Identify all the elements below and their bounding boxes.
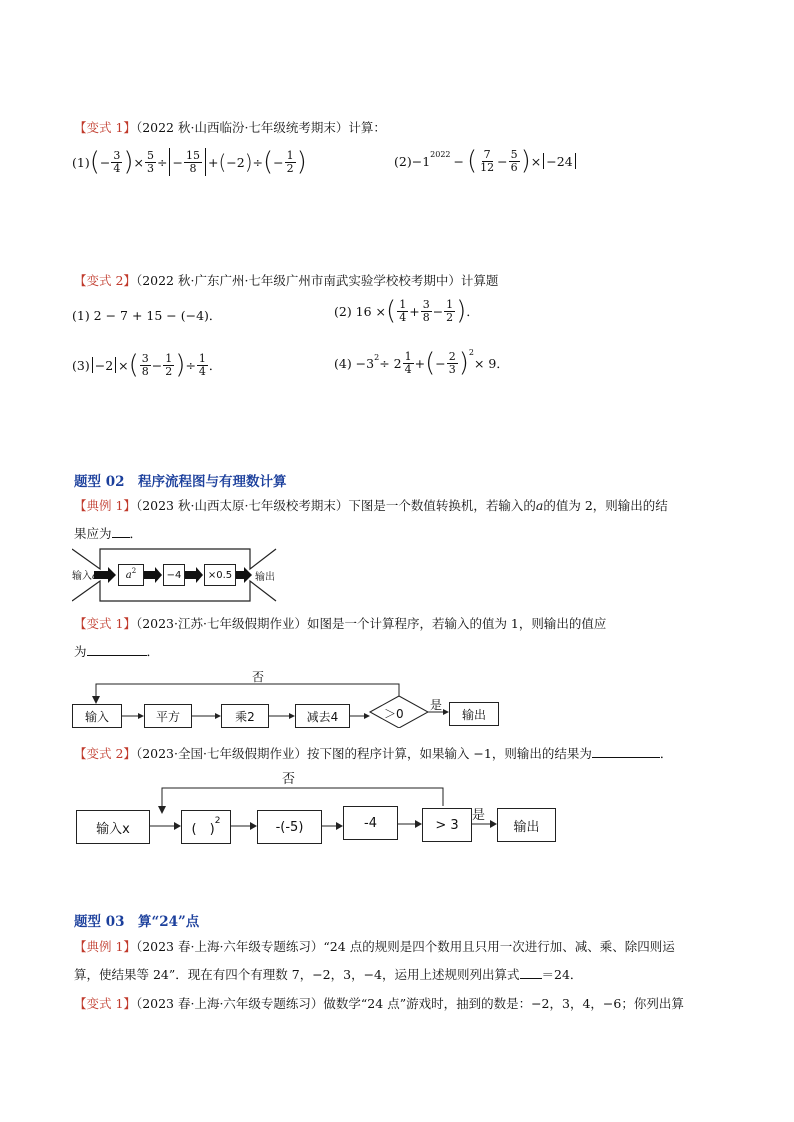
minus-sign: −	[273, 154, 284, 170]
answer-blank	[87, 655, 147, 656]
expression-2-1: (1) 2 − 7 + 15 − (−4)．	[72, 308, 222, 323]
variant-2-header	[74, 271, 498, 289]
fraction: $\frac{3}{4}$	[113, 148, 121, 175]
fraction: $\frac{5}{3}$	[147, 148, 154, 175]
abs-bar	[115, 357, 116, 373]
fraction: $\frac{15}{8}$	[185, 148, 200, 175]
fraction: $\frac{2}{3}$	[448, 349, 456, 376]
divide-part: ÷ 2	[379, 355, 402, 371]
plus-sign: +	[409, 303, 420, 319]
exponent: 2	[374, 352, 380, 362]
minus-sign: −	[99, 154, 111, 170]
expression-2-2	[334, 298, 479, 324]
abs-bar	[575, 153, 576, 169]
left-paren: (	[89, 147, 100, 177]
abs-bar	[92, 357, 93, 373]
number: −24	[546, 153, 573, 169]
number: −2	[226, 154, 245, 170]
variant-1-program-text	[74, 614, 606, 632]
expression-2-3	[72, 352, 221, 378]
box-condition: > 3	[422, 808, 472, 842]
expression-1-1	[72, 148, 307, 176]
box-input: 输入	[72, 704, 122, 728]
variant-tag: 【变式 1】	[74, 616, 136, 631]
plus-sign: +	[414, 355, 426, 371]
left-paren: (	[425, 348, 436, 378]
answer-blank	[112, 537, 130, 538]
fraction: $\frac{1}{2}$	[286, 148, 294, 175]
example-24-text	[74, 937, 675, 955]
number: −1	[411, 153, 431, 169]
item-number: (3)	[72, 357, 90, 373]
fraction: $\frac{1}{4}$	[198, 351, 206, 378]
conversion-machine	[72, 547, 292, 603]
flowchart-program-2	[76, 766, 560, 846]
box-input-x: 输入x	[76, 810, 150, 844]
no-label: 否	[282, 772, 296, 787]
period: ．	[659, 746, 673, 761]
text: 果应为	[74, 526, 112, 541]
divide-sign: ÷	[157, 154, 168, 170]
example-24-line2	[74, 965, 582, 983]
abs-bar	[543, 153, 544, 169]
period: ．	[129, 526, 143, 541]
box-square: ( ) 2	[181, 810, 231, 844]
box-minus-neg5: -(-5)	[257, 810, 322, 844]
no-label: 否	[252, 670, 265, 684]
yes-label: 是	[472, 808, 486, 823]
expression-2-4	[334, 347, 509, 378]
box-output: 输出	[497, 808, 556, 842]
suffix: × 9．	[473, 356, 509, 371]
answer-blank	[592, 757, 660, 758]
abs-bar	[205, 148, 206, 176]
equals-24: ＝24．	[541, 967, 583, 982]
plus-sign: +	[207, 154, 219, 170]
variant-24-text	[74, 994, 684, 1012]
divide-sign: ÷	[185, 357, 196, 373]
period: ．	[208, 358, 222, 373]
box-square: 平方	[144, 704, 192, 728]
box-minus-4: 减去4	[295, 704, 350, 728]
text: （2023 春·上海·六年级专题练习）“24 点的规则是四个数用且只用一次进行加、减、乘、除四则运	[135, 939, 675, 954]
yes-label: 是	[430, 698, 443, 712]
variant-tag: 【变式 2】	[74, 746, 136, 761]
right-paren: )	[175, 350, 186, 380]
right-paren: )	[520, 146, 531, 176]
example-1-line2	[74, 524, 142, 542]
right-paren: )	[244, 150, 253, 174]
box-times-half: ×0.5	[204, 564, 236, 586]
period: ．	[146, 644, 160, 659]
left-paren: (	[218, 150, 227, 174]
variant-tag: 【变式 1】	[74, 120, 136, 135]
variant-source: （2022 秋·广东广州·七年级广州市南武实验学校校考期中）计算题	[135, 273, 499, 288]
box-minus-4: -4	[343, 806, 398, 840]
section-heading: 题型 02 程序流程图与有理数计算	[74, 474, 287, 490]
fraction: $\frac{1}{2}$	[446, 297, 454, 324]
fraction: $\frac{3}{8}$	[141, 351, 149, 378]
number: −2	[94, 357, 114, 373]
fraction: $\frac{1}{4}$	[399, 297, 407, 324]
item-number: (2)	[394, 153, 412, 169]
minus-sign: −	[435, 355, 446, 371]
times-sign: ×	[530, 153, 542, 169]
machine-input-label: 输入a	[72, 571, 98, 582]
example-tag: 【典例 1】	[74, 939, 136, 954]
minus-sign: −	[432, 303, 444, 319]
minus-sign: −	[151, 357, 163, 373]
fraction: $\frac{3}{8}$	[422, 297, 430, 324]
machine-output-label: 输出	[255, 572, 275, 583]
exponent: 2	[468, 347, 474, 357]
box-minus-4: −4	[163, 564, 185, 586]
text: （2023·江苏·七年级假期作业）如图是一个计算程序，若输入的值为 1，则输出的值应	[135, 616, 607, 631]
text: 为	[74, 644, 87, 659]
box-times-2: 乘2	[221, 704, 269, 728]
fraction: $\frac{1}{2}$	[165, 351, 173, 378]
item-number: (1)	[72, 154, 90, 170]
period: ．	[466, 304, 479, 319]
times-sign: ×	[133, 154, 144, 170]
example-tag: 【典例 1】	[74, 498, 136, 513]
text: （2023 秋·山西太原·七年级校考期末）下图是一个数值转换机，若输入的	[135, 498, 536, 513]
variant-1-header	[74, 118, 386, 136]
variable-a: a	[535, 498, 544, 513]
condition-label: ＞0	[384, 707, 404, 721]
box-square: a 2	[118, 564, 144, 586]
right-paren: )	[123, 147, 134, 177]
fraction: $\frac{5}{6}$	[510, 147, 518, 174]
minus-sign: −	[453, 153, 464, 169]
prefix: (4) −3	[334, 355, 375, 371]
prefix: (2) 16 ×	[334, 303, 387, 319]
text: 算，使结果等 24”．现在有四个有理数 7，−2，3，−4，运用上述规则列出算式	[74, 967, 520, 982]
variant-1-program-line2	[74, 642, 159, 660]
minus-sign: −	[497, 153, 508, 169]
fraction: $\frac{1}{4}$	[404, 349, 412, 376]
text: （2023·全国·七年级假期作业）按下图的程序计算，如果输入 −1，则输出的结果为	[135, 746, 592, 761]
fraction: $\frac{7}{12}$	[480, 147, 495, 174]
example-1-text	[74, 496, 668, 514]
box-output: 输出	[449, 702, 499, 726]
times-sign: ×	[118, 357, 129, 373]
right-paren: )	[458, 348, 469, 378]
abs-bar	[169, 148, 170, 176]
text: 的值为 2，则输出的结	[543, 498, 668, 513]
minus-sign: −	[172, 154, 183, 170]
left-paren: (	[263, 147, 274, 177]
variant-tag: 【变式 1】	[74, 996, 136, 1011]
right-paren: )	[296, 147, 307, 177]
flowchart-program-1	[72, 666, 502, 728]
variant-tag: 【变式 2】	[74, 273, 136, 288]
expression-1-2	[394, 148, 578, 174]
variant-source: （2022 秋·山西临汾·七年级统考期末）计算：	[135, 120, 386, 135]
exponent: 2022	[430, 149, 451, 159]
left-paren: (	[467, 146, 478, 176]
answer-blank	[520, 978, 542, 979]
variant-2-program-text	[74, 744, 672, 762]
divide-sign: ÷	[252, 154, 263, 170]
text: （2023 春·上海·六年级专题练习）做数学“24 点”游戏时，抽到的数是：−2，3，4，−6；你列出算	[135, 996, 684, 1011]
left-paren: (	[386, 296, 397, 326]
left-paren: (	[128, 350, 139, 380]
right-paren: )	[456, 296, 467, 326]
section-heading: 题型 03 算“24”点	[74, 914, 200, 930]
